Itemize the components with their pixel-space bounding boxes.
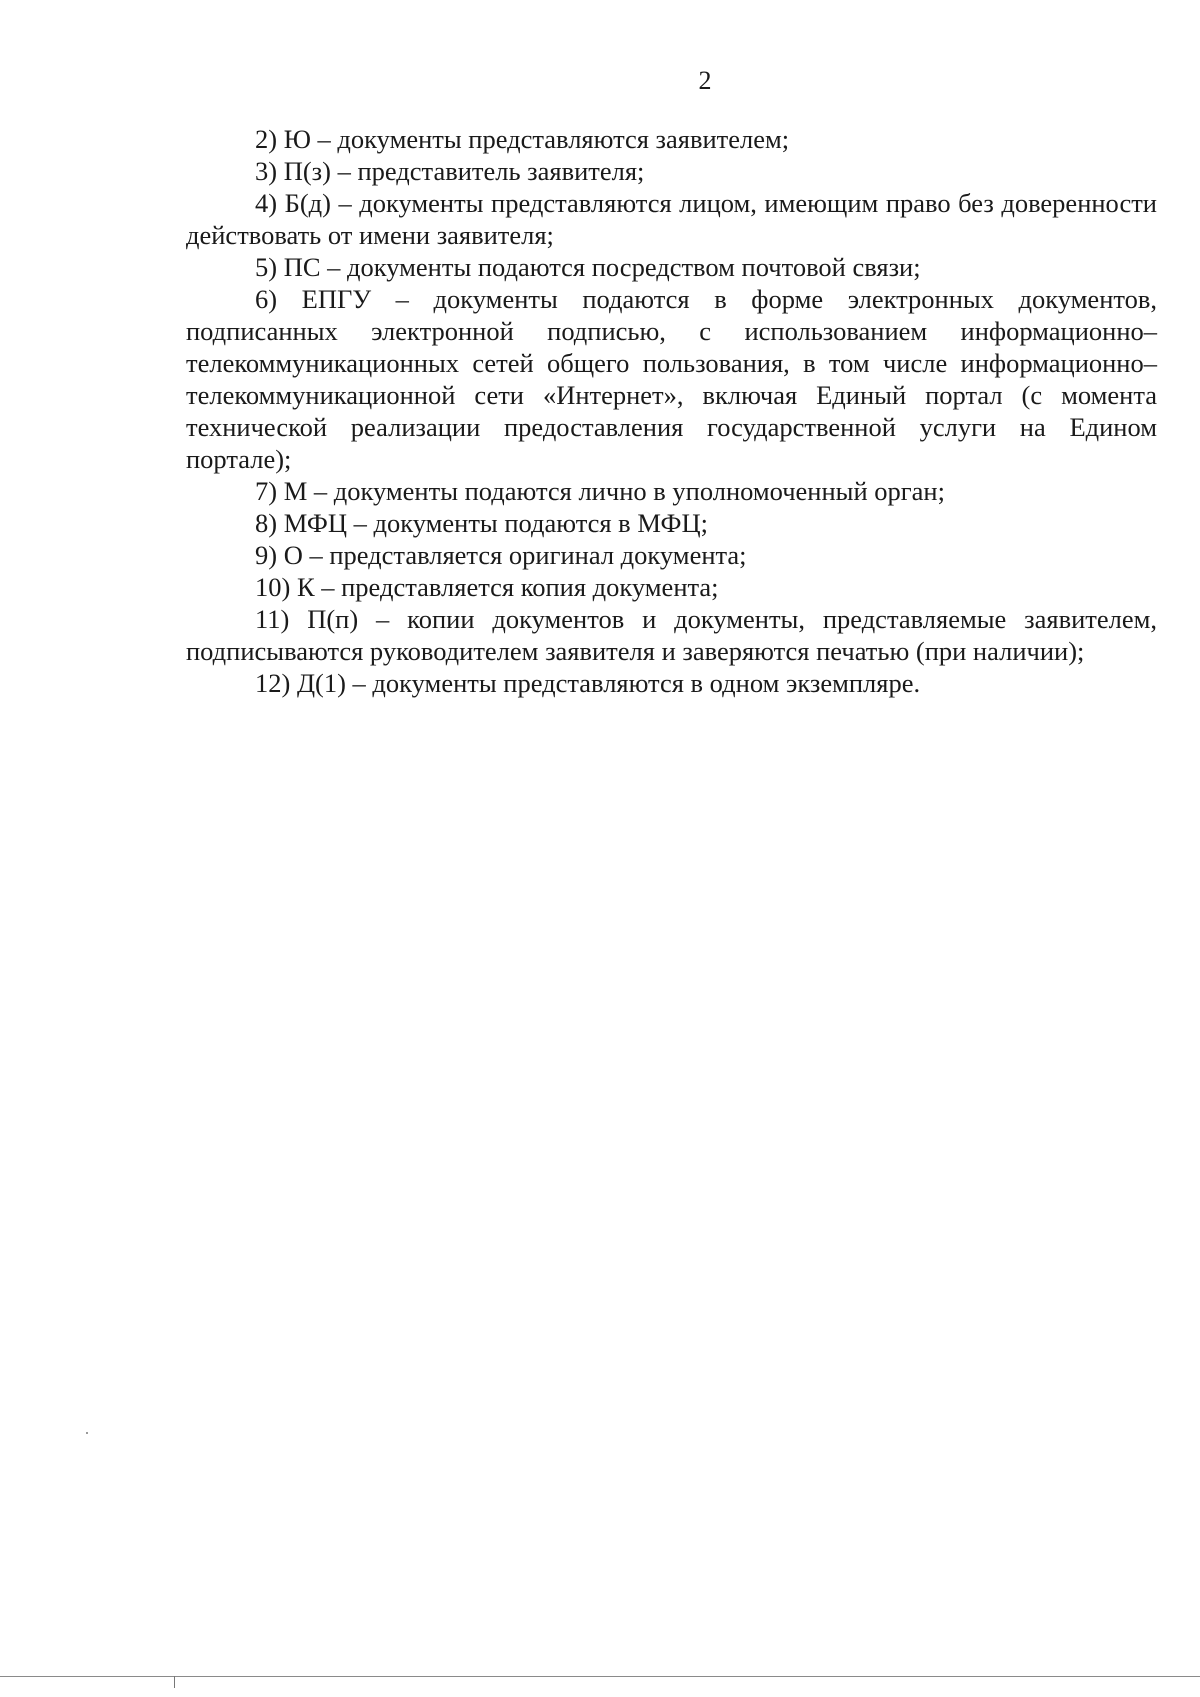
document-body: [186, 123, 1157, 699]
list-item-6: 6) ЕПГУ – документы подаются в форме электронных документов, подписанных электронной подписью, с использованием информационно–телекоммуникационных сетей общего пользования, в том числе информационно–телекоммуникационной сети «Интернет», включая Единый портал (с момента технической реализации предоставления государственной услуги на Едином портале);: [186, 284, 1157, 474]
list-item-4: 4) Б(д) – документы представляются лицом, имеющим право без доверенности действовать от имени заявителя;: [186, 188, 1157, 250]
list-item-8: 8) МФЦ – документы подаются в МФЦ;: [255, 508, 708, 538]
list-item-12: 12) Д(1) – документы представляются в одном экземпляре.: [255, 668, 921, 698]
list-item-3: 3) П(з) – представитель заявителя;: [255, 156, 645, 186]
list-item-2: 2) Ю – документы представляются заявителем;: [255, 124, 790, 154]
list-item-9: 9) О – представляется оригинал документа;: [255, 540, 747, 570]
list-item-11: 11) П(п) – копии документов и документы, представляемые заявителем, подписываются руководителем заявителя и заверяются печатью (при наличии);: [186, 604, 1157, 666]
scan-artifact-dot: [86, 1432, 88, 1434]
scan-edge-tick: [174, 1676, 175, 1688]
scan-bottom-edge: [0, 1676, 1200, 1677]
list-item-10: 10) К – представляется копия документа;: [255, 572, 719, 602]
page-number: 2: [698, 66, 712, 95]
list-item-5: 5) ПС – документы подаются посредством почтовой связи;: [255, 252, 921, 282]
list-item-7: 7) М – документы подаются лично в уполномоченный орган;: [255, 476, 945, 506]
